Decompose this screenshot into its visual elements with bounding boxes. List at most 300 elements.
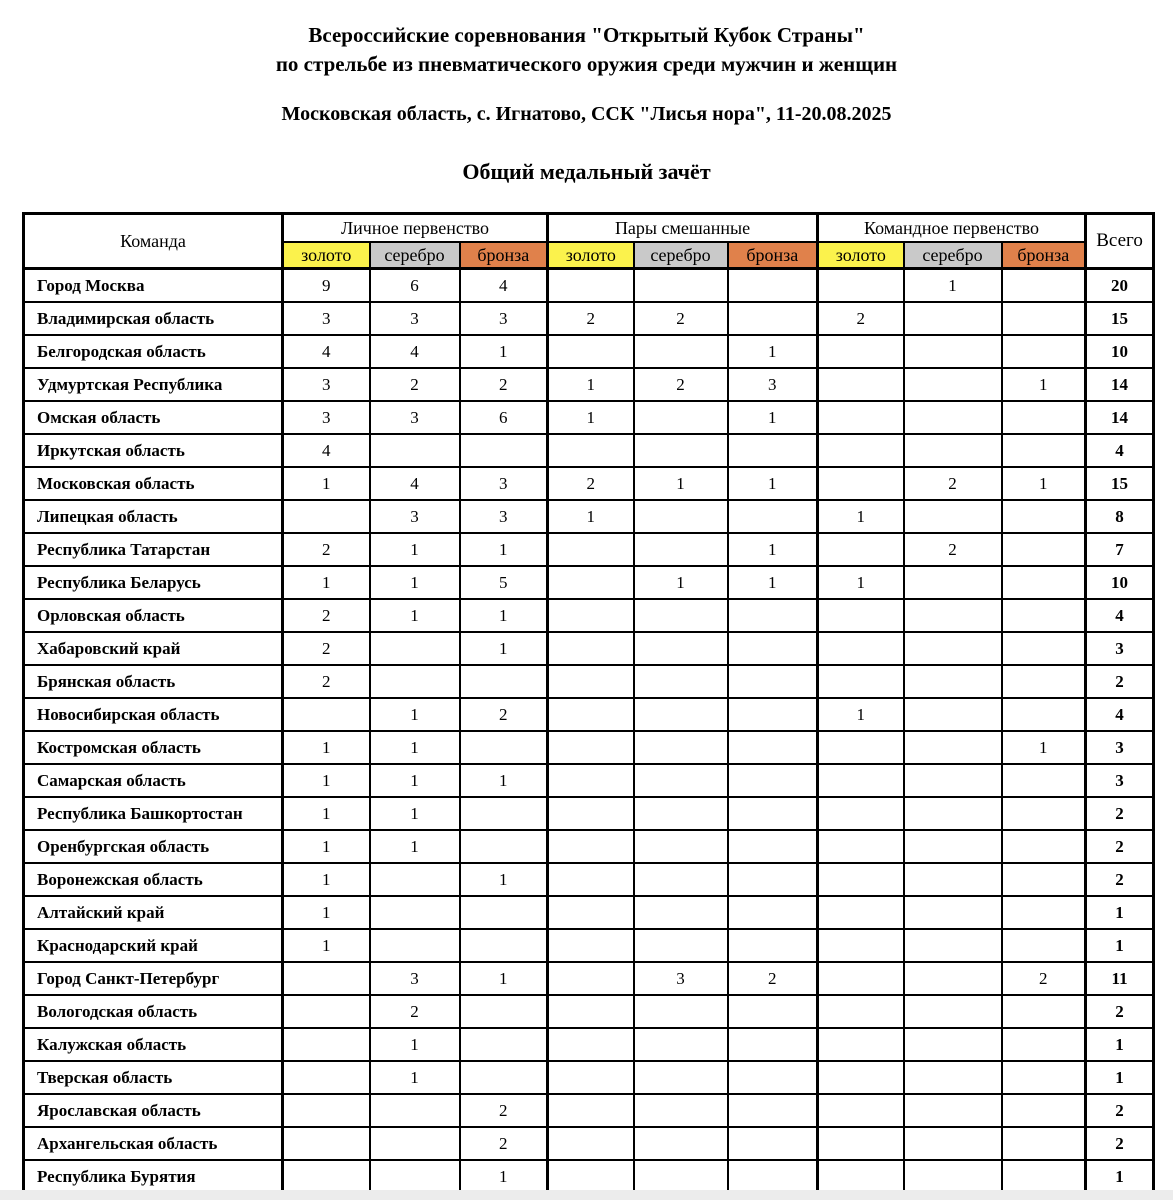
- table-row: [24, 896, 1154, 929]
- medal-count-cell: [634, 335, 728, 368]
- medal-count-cell: [370, 863, 460, 896]
- team-name-cell: Брянская область: [24, 665, 283, 698]
- medal-count-cell: [1002, 698, 1086, 731]
- total-cell: 11: [1086, 962, 1154, 995]
- medal-count-cell: 1: [283, 797, 370, 830]
- medal-count-cell: [904, 1127, 1002, 1160]
- team-name-cell: Вологодская область: [24, 995, 283, 1028]
- medal-count-cell: [1002, 632, 1086, 665]
- total-cell: 2: [1086, 1094, 1154, 1127]
- table-row: [24, 368, 1154, 401]
- column-group-team-event: Командное первенство: [818, 214, 1086, 243]
- medal-count-cell: 1: [728, 566, 818, 599]
- medal-count-cell: 3: [283, 302, 370, 335]
- medal-count-cell: 1: [370, 797, 460, 830]
- medal-count-cell: [548, 830, 634, 863]
- medal-count-cell: [634, 401, 728, 434]
- medal-count-cell: [634, 698, 728, 731]
- medal-count-cell: [1002, 500, 1086, 533]
- medal-count-cell: [728, 434, 818, 467]
- team-name-cell: Тверская область: [24, 1061, 283, 1094]
- medal-count-cell: [1002, 929, 1086, 962]
- medal-count-cell: 1: [283, 467, 370, 500]
- total-cell: 7: [1086, 533, 1154, 566]
- medal-count-cell: 6: [460, 401, 548, 434]
- medal-count-cell: 1: [634, 467, 728, 500]
- total-cell: 1: [1086, 1028, 1154, 1061]
- medal-count-cell: [548, 434, 634, 467]
- medal-count-cell: 1: [460, 533, 548, 566]
- medal-count-cell: 2: [283, 665, 370, 698]
- table-row: [24, 731, 1154, 764]
- medal-count-cell: [283, 1094, 370, 1127]
- medal-count-cell: [818, 368, 904, 401]
- total-cell: 4: [1086, 698, 1154, 731]
- medal-count-cell: [548, 1061, 634, 1094]
- medal-count-cell: 3: [460, 302, 548, 335]
- medal-count-cell: [283, 962, 370, 995]
- medal-header-silver: серебро: [634, 242, 728, 269]
- medal-count-cell: [904, 698, 1002, 731]
- total-cell: 2: [1086, 665, 1154, 698]
- medal-header-gold: золото: [818, 242, 904, 269]
- medal-count-cell: 1: [548, 500, 634, 533]
- medal-count-cell: [460, 995, 548, 1028]
- medal-count-cell: [818, 632, 904, 665]
- medal-header-silver: серебро: [370, 242, 460, 269]
- medal-count-cell: [548, 797, 634, 830]
- document-title: [0, 0, 1173, 79]
- medal-count-cell: [548, 698, 634, 731]
- medal-count-cell: [1002, 302, 1086, 335]
- total-cell: 2: [1086, 797, 1154, 830]
- medal-count-cell: 4: [460, 269, 548, 303]
- total-cell: 10: [1086, 566, 1154, 599]
- table-row: [24, 335, 1154, 368]
- table-row: [24, 302, 1154, 335]
- medal-count-cell: 2: [460, 1127, 548, 1160]
- medal-count-cell: 1: [634, 566, 728, 599]
- section-title: Общий медальный зачёт: [462, 159, 711, 184]
- medal-count-cell: [818, 830, 904, 863]
- total-cell: 4: [1086, 434, 1154, 467]
- medal-count-cell: 1: [818, 500, 904, 533]
- medal-count-cell: [634, 995, 728, 1028]
- medal-count-cell: [818, 995, 904, 1028]
- medal-count-cell: 1: [460, 335, 548, 368]
- medal-count-cell: 1: [460, 632, 548, 665]
- medal-count-cell: 1: [728, 401, 818, 434]
- medal-count-cell: [1002, 599, 1086, 632]
- total-cell: 3: [1086, 731, 1154, 764]
- medal-count-cell: [904, 896, 1002, 929]
- page-bottom-edge: [0, 1190, 1173, 1200]
- medal-count-cell: 2: [634, 368, 728, 401]
- medal-count-cell: 2: [460, 368, 548, 401]
- medal-count-cell: [1002, 566, 1086, 599]
- medal-count-cell: [1002, 797, 1086, 830]
- total-cell: 2: [1086, 830, 1154, 863]
- medal-count-cell: 2: [548, 302, 634, 335]
- medal-count-cell: [728, 995, 818, 1028]
- medal-count-cell: [818, 962, 904, 995]
- medal-count-cell: [548, 1127, 634, 1160]
- table-row: [24, 764, 1154, 797]
- medal-count-cell: [370, 632, 460, 665]
- medal-count-cell: 1: [283, 566, 370, 599]
- table-row: [24, 830, 1154, 863]
- medal-count-cell: 1: [460, 1160, 548, 1194]
- medal-count-cell: [1002, 830, 1086, 863]
- medal-count-cell: 2: [818, 302, 904, 335]
- medal-count-cell: [904, 1160, 1002, 1194]
- table-row: [24, 1160, 1154, 1194]
- team-name-cell: Ярославская область: [24, 1094, 283, 1127]
- medal-count-cell: [634, 830, 728, 863]
- medal-count-cell: [283, 995, 370, 1028]
- medal-count-cell: 2: [283, 632, 370, 665]
- medal-count-cell: [728, 830, 818, 863]
- medal-count-cell: [548, 1094, 634, 1127]
- total-cell: 2: [1086, 863, 1154, 896]
- medal-count-cell: [728, 1160, 818, 1194]
- medal-count-cell: [728, 665, 818, 698]
- medal-count-cell: [548, 632, 634, 665]
- medal-count-cell: [904, 665, 1002, 698]
- total-cell: 15: [1086, 467, 1154, 500]
- team-name-cell: Республика Бурятия: [24, 1160, 283, 1194]
- total-cell: 1: [1086, 896, 1154, 929]
- medal-count-cell: [818, 896, 904, 929]
- medal-count-cell: [818, 764, 904, 797]
- medal-count-cell: [634, 929, 728, 962]
- medal-count-cell: [818, 731, 904, 764]
- table-row: [24, 1127, 1154, 1160]
- medal-count-cell: [634, 764, 728, 797]
- medal-count-cell: 1: [283, 731, 370, 764]
- team-name-cell: Краснодарский край: [24, 929, 283, 962]
- total-cell: 20: [1086, 269, 1154, 303]
- medal-count-cell: [904, 830, 1002, 863]
- table-row: [24, 1061, 1154, 1094]
- total-cell: 2: [1086, 1127, 1154, 1160]
- medal-count-cell: [818, 599, 904, 632]
- medal-count-cell: [728, 764, 818, 797]
- medal-count-cell: [818, 797, 904, 830]
- medal-count-cell: 3: [634, 962, 728, 995]
- medal-count-cell: 3: [283, 368, 370, 401]
- medal-count-cell: 1: [728, 533, 818, 566]
- total-cell: 1: [1086, 1160, 1154, 1194]
- medal-count-cell: [283, 1028, 370, 1061]
- medal-count-cell: 1: [370, 599, 460, 632]
- medal-count-cell: [283, 500, 370, 533]
- medal-count-cell: [460, 665, 548, 698]
- medal-count-cell: [1002, 863, 1086, 896]
- medal-count-cell: [818, 1028, 904, 1061]
- medal-count-cell: [1002, 995, 1086, 1028]
- medal-count-cell: [904, 335, 1002, 368]
- medal-count-cell: 3: [728, 368, 818, 401]
- medal-count-cell: [370, 434, 460, 467]
- medal-count-cell: 1: [283, 929, 370, 962]
- table-row: [24, 797, 1154, 830]
- medal-count-cell: 1: [548, 401, 634, 434]
- team-name-cell: Город Санкт-Петербург: [24, 962, 283, 995]
- medal-count-cell: [904, 764, 1002, 797]
- medal-count-cell: 1: [460, 599, 548, 632]
- table-row: [24, 599, 1154, 632]
- medal-count-cell: [904, 731, 1002, 764]
- team-name-cell: Хабаровский край: [24, 632, 283, 665]
- total-cell: 14: [1086, 401, 1154, 434]
- team-name-cell: Орловская область: [24, 599, 283, 632]
- medal-count-cell: [460, 830, 548, 863]
- medal-count-cell: 1: [818, 566, 904, 599]
- team-name-cell: Алтайский край: [24, 896, 283, 929]
- medal-count-cell: [370, 1160, 460, 1194]
- total-cell: 14: [1086, 368, 1154, 401]
- total-cell: 1: [1086, 1061, 1154, 1094]
- medal-count-cell: [1002, 1094, 1086, 1127]
- medal-count-cell: [460, 731, 548, 764]
- event-location: Московская область, с. Игнатово, ССК "Лисья нора", 11-20.08.2025: [281, 103, 892, 125]
- medal-count-cell: 2: [370, 995, 460, 1028]
- medal-count-cell: 1: [1002, 731, 1086, 764]
- medal-count-cell: 2: [370, 368, 460, 401]
- medal-count-cell: [634, 1094, 728, 1127]
- team-name-cell: Республика Башкортостан: [24, 797, 283, 830]
- team-name-cell: Удмуртская Республика: [24, 368, 283, 401]
- medal-header-bronze: бронза: [460, 242, 548, 269]
- team-name-cell: Костромская область: [24, 731, 283, 764]
- team-name-cell: Московская область: [24, 467, 283, 500]
- table-row: [24, 500, 1154, 533]
- team-name-cell: Калужская область: [24, 1028, 283, 1061]
- medal-count-cell: [548, 896, 634, 929]
- team-name-cell: Самарская область: [24, 764, 283, 797]
- medal-count-cell: 2: [548, 467, 634, 500]
- medal-count-cell: [548, 1028, 634, 1061]
- medal-count-cell: [818, 434, 904, 467]
- medal-count-cell: [548, 995, 634, 1028]
- medal-count-cell: 1: [370, 533, 460, 566]
- medal-count-cell: [904, 962, 1002, 995]
- medal-count-cell: 1: [1002, 467, 1086, 500]
- column-header-total: Всего: [1086, 214, 1154, 269]
- medal-count-cell: [818, 1094, 904, 1127]
- medal-count-cell: [904, 368, 1002, 401]
- medal-count-cell: [728, 863, 818, 896]
- medal-count-cell: [1002, 896, 1086, 929]
- medal-count-cell: [634, 500, 728, 533]
- medal-count-cell: [1002, 533, 1086, 566]
- medal-count-cell: [460, 434, 548, 467]
- table-header-group-row: [24, 214, 1154, 243]
- medal-count-cell: [1002, 665, 1086, 698]
- medal-count-cell: [728, 1028, 818, 1061]
- medal-count-cell: [728, 500, 818, 533]
- medal-count-cell: [548, 566, 634, 599]
- medal-count-cell: [904, 566, 1002, 599]
- medal-count-cell: 2: [1002, 962, 1086, 995]
- medal-count-cell: [1002, 401, 1086, 434]
- medal-count-cell: 9: [283, 269, 370, 303]
- total-cell: 8: [1086, 500, 1154, 533]
- medal-count-cell: [904, 434, 1002, 467]
- medal-count-cell: [548, 863, 634, 896]
- table-row: [24, 566, 1154, 599]
- medal-count-cell: 1: [283, 863, 370, 896]
- medal-count-cell: [634, 632, 728, 665]
- medal-count-cell: 5: [460, 566, 548, 599]
- medal-count-cell: [728, 731, 818, 764]
- medal-count-cell: [904, 863, 1002, 896]
- medal-count-cell: 3: [283, 401, 370, 434]
- medal-count-cell: [634, 1127, 728, 1160]
- team-name-cell: Новосибирская область: [24, 698, 283, 731]
- medal-count-cell: [370, 896, 460, 929]
- table-row: [24, 467, 1154, 500]
- medal-count-cell: 1: [818, 698, 904, 731]
- medal-count-cell: 2: [283, 533, 370, 566]
- medal-count-cell: [1002, 335, 1086, 368]
- medal-count-cell: 4: [283, 335, 370, 368]
- medal-count-cell: [818, 1127, 904, 1160]
- medal-count-cell: 3: [370, 500, 460, 533]
- medal-count-cell: 4: [283, 434, 370, 467]
- medal-count-cell: [728, 302, 818, 335]
- medal-count-cell: 2: [460, 1094, 548, 1127]
- medal-count-cell: [818, 401, 904, 434]
- team-name-cell: Воронежская область: [24, 863, 283, 896]
- team-name-cell: Город Москва: [24, 269, 283, 303]
- medal-count-cell: 1: [728, 335, 818, 368]
- medal-count-cell: [548, 764, 634, 797]
- medal-count-cell: [634, 863, 728, 896]
- medal-header-silver: серебро: [904, 242, 1002, 269]
- table-row: [24, 269, 1154, 303]
- medal-count-cell: 1: [548, 368, 634, 401]
- medal-count-cell: [904, 929, 1002, 962]
- medal-count-cell: [818, 467, 904, 500]
- total-cell: 3: [1086, 632, 1154, 665]
- medal-count-cell: [283, 1160, 370, 1194]
- column-group-mixed-pairs: Пары смешанные: [548, 214, 818, 243]
- table-row: [24, 1028, 1154, 1061]
- medal-count-cell: [634, 896, 728, 929]
- medal-count-cell: [1002, 1160, 1086, 1194]
- document-title-line2: по стрельбе из пневматического оружия среди мужчин и женщин: [275, 52, 898, 76]
- medal-count-cell: 1: [728, 467, 818, 500]
- medal-header-gold: золото: [283, 242, 370, 269]
- medal-header-gold: золото: [548, 242, 634, 269]
- medal-count-cell: 1: [370, 830, 460, 863]
- team-name-cell: Архангельская область: [24, 1127, 283, 1160]
- medal-count-cell: [1002, 1061, 1086, 1094]
- medal-count-cell: [904, 995, 1002, 1028]
- medal-count-cell: 1: [460, 764, 548, 797]
- medal-count-cell: [904, 797, 1002, 830]
- medal-count-cell: [1002, 764, 1086, 797]
- medal-count-cell: [460, 797, 548, 830]
- medal-count-cell: 2: [728, 962, 818, 995]
- total-cell: 4: [1086, 599, 1154, 632]
- medal-count-cell: [728, 1127, 818, 1160]
- table-row: [24, 962, 1154, 995]
- medal-count-cell: 2: [904, 467, 1002, 500]
- medal-count-cell: [634, 665, 728, 698]
- total-cell: 3: [1086, 764, 1154, 797]
- medal-count-cell: [634, 533, 728, 566]
- team-name-cell: Омская область: [24, 401, 283, 434]
- medal-count-cell: 3: [370, 302, 460, 335]
- medal-count-cell: [283, 1061, 370, 1094]
- medal-count-cell: [548, 731, 634, 764]
- medal-count-cell: 1: [904, 269, 1002, 303]
- table-row: [24, 632, 1154, 665]
- medal-count-cell: [634, 797, 728, 830]
- medal-count-cell: [460, 1061, 548, 1094]
- medal-count-cell: [548, 962, 634, 995]
- medal-count-cell: [818, 533, 904, 566]
- medal-count-cell: 4: [370, 335, 460, 368]
- total-cell: 1: [1086, 929, 1154, 962]
- medal-count-cell: [460, 1028, 548, 1061]
- medal-count-cell: 1: [370, 764, 460, 797]
- table-row: [24, 698, 1154, 731]
- medal-count-cell: [728, 698, 818, 731]
- total-cell: 15: [1086, 302, 1154, 335]
- medal-count-cell: [283, 1127, 370, 1160]
- medal-count-cell: [634, 434, 728, 467]
- team-name-cell: Иркутская область: [24, 434, 283, 467]
- table-row: [24, 929, 1154, 962]
- medal-count-cell: [728, 1061, 818, 1094]
- medal-count-cell: [818, 665, 904, 698]
- medal-count-cell: 1: [1002, 368, 1086, 401]
- medal-count-cell: [904, 401, 1002, 434]
- medal-count-cell: 2: [283, 599, 370, 632]
- medal-count-cell: [548, 1160, 634, 1194]
- column-group-individual: Личное первенство: [283, 214, 548, 243]
- medal-count-cell: [370, 1094, 460, 1127]
- medal-count-cell: [904, 1028, 1002, 1061]
- medal-table: [22, 212, 1155, 1195]
- medal-count-cell: 1: [370, 698, 460, 731]
- team-name-cell: Белгородская область: [24, 335, 283, 368]
- column-header-team: Команда: [24, 214, 283, 269]
- medal-count-cell: [904, 1061, 1002, 1094]
- medal-count-cell: [1002, 1028, 1086, 1061]
- medal-count-cell: 3: [460, 467, 548, 500]
- medal-count-cell: [818, 269, 904, 303]
- medal-count-cell: [370, 929, 460, 962]
- medal-count-cell: 3: [370, 401, 460, 434]
- medal-count-cell: [818, 1160, 904, 1194]
- medal-count-cell: [370, 665, 460, 698]
- medal-count-cell: [1002, 434, 1086, 467]
- medal-count-cell: [548, 269, 634, 303]
- medal-count-cell: 4: [370, 467, 460, 500]
- medal-count-cell: 6: [370, 269, 460, 303]
- medal-count-cell: [818, 929, 904, 962]
- medal-count-cell: [634, 731, 728, 764]
- table-row: [24, 533, 1154, 566]
- medal-count-cell: [818, 1061, 904, 1094]
- medal-count-cell: [548, 929, 634, 962]
- medal-count-cell: [728, 929, 818, 962]
